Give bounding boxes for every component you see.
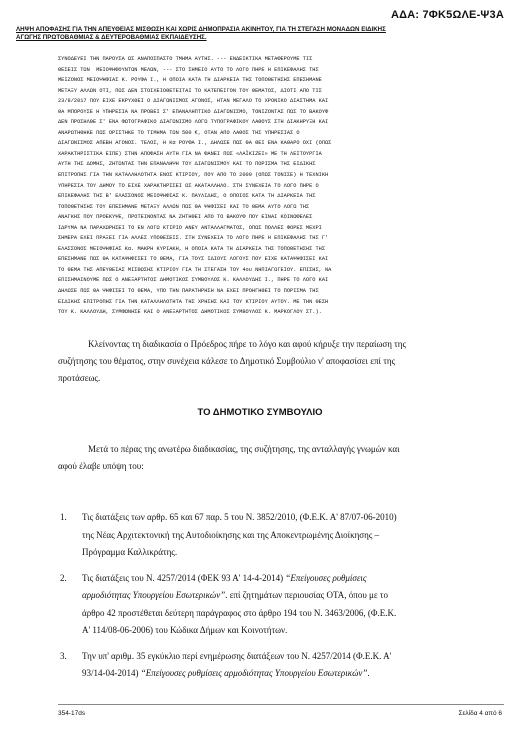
list-item-line [82, 665, 504, 683]
council-heading: ΤΟ ΔΗΜΟΤΙΚΟ ΣΥΜΒΟΥΛΙΟ [197, 407, 323, 418]
list-item-line: Την υπ' αριθμ. 35 εγκύκλιο περί ενημέρωσης διατάξεων του Ν. 4257/2014 (Φ.Ε.Κ. Α' [82, 650, 392, 661]
mono-line: ΕΙΔΙΚΗΣ ΕΠΙΤΡΟΠΗΣ ΓΙΑ ΤΗΝ ΚΑΤΑΛΛΗΛΟΤΗΤΑ ΤΗΣ ΧΡΗΣΗΣ ΚΑΙ ΤΟΥ ΚΤΙΡΙΟΥ ΑΥΤΟΥ. ΜΕ ΤΗΝ ΘΕΣΗ [58, 298, 329, 305]
mono-line: ΣΥΝΟΔΕΥΕΙ ΤΗΝ ΠΑΡΟΥΣΑ ΩΣ ΑΝΑΠΟΣΠΑΣΤΟ ΤΜΗΜΑ ΑΥΤΗΣ. --- ΕΝΔΕΙΚΤΙΚΑ ΜΕΤΑΦΕΡΟΥΜΕ ΤΙΣ [58, 56, 313, 62]
intro-line-2: αφού έλαβε υπόψη του: [58, 461, 144, 471]
law-title-italic: αρμοδιότητας Υπουργείου Εσωτερικών” [82, 590, 226, 600]
list-item-line [82, 570, 504, 588]
mono-line: ΑΝΑΡΩΤΗΘΗΚΕ ΠΩΣ ΟΡΙΣΤΗΚΕ ΤΟ ΤΙΜΗΜΑ ΤΩΝ 500 €, ΟΤΑΝ ΑΠΟ ΛΑΘΟΣ ΤΗΣ ΥΠΗΡΕΣΙΑΣ Ο [58, 129, 300, 136]
list-item [60, 570, 504, 640]
intro-line-1: Μετά το πέρας της ανωτέρω διαδικασίας, της συζήτησης, της ανταλλαγής γνωμών και [88, 444, 400, 454]
footer-divider [58, 704, 504, 705]
mono-line: 23/8/2017 ΠΟΥ ΕΙΧΕ ΕΚΡΥΧΘΕΙ Ο ΔΙΑΓΩΝΙΣΜΟΣ ΑΓΟΝΟΣ, ΗΤΑΝ ΜΕΓΑΛΟ ΤΟ ΧΡΟΝΙΚΟ ΔΙΑΣΤΗΜΑ ΚΑΙ [58, 98, 329, 105]
mono-line: ΕΠΙΤΡΟΠΗΣ ΓΙΑ ΤΗΝ ΚΑΤΑΛΛΗΛΟΤΗΤΑ ΕΝΟΣ ΚΤΙΡΙΟΥ, ΠΟΥ ΑΠΟ ΤΟ 2009 (ΟΠΩΣ ΤΟΝΙΣΕ) Η ΤΕΧΝΙΚΗ [58, 172, 329, 179]
footer-document-code: 354-17ds [58, 710, 86, 717]
list-item-line: άρθρο 42 προστέθεται δεύτερη παράγραφος στο άρθρο 194 του Ν. 3463/2006, (Φ.Ε.Κ. [82, 607, 397, 618]
header-line-2: ΑΓΩΓΗΣ ΠΡΩΤΟΒΑΘΜΙΑΣ & ΔΕΥΤΕΡΟΒΑΘΜΙΑΣ ΕΚΠΑΙΔΕΥΣΗΣ. [16, 34, 207, 41]
footer-page-number: Σελίδα 4 από 6 [458, 710, 502, 717]
list-item [60, 648, 504, 683]
mono-line: ΤΟΥ Κ. ΚΑΛΛΟΥΔΗ, ΣΥΜΦΩΝΗΣΕ ΚΑΙ Ο ΑΝΕΞΑΡΤΗΤΟΣ ΔΗΜΟΤΙΚΟΣ ΣΥΜΒΟΥΛΟΣ Κ. ΜΑΡΚΟΓΛΟΥ ΣΤ.). [58, 309, 322, 316]
minority-positions-block [58, 54, 502, 318]
intro-paragraph [58, 441, 504, 475]
mono-line: ΤΟΠΟΘΕΤΗΣΗΣ ΤΟΥ ΕΠΕΣΗΜΑΝΕ ΜΕΤΑΞΥ ΑΛΛΩΝ ΠΩΣ ΘΑ ΨΗΦΙΣΕΙ ΚΑΙ ΤΟ ΘΕΜΑ ΑΥΤΟ ΛΟΓΩ ΤΗΣ [58, 203, 310, 210]
law-title-italic: “Επείγουσες ρυθμίσεις [285, 572, 367, 583]
mono-line: ΑΥΤΗ ΤΗΣ ΔΟΜΗΣ, ΖΗΤΩΝΤΑΣ ΤΗΝ ΕΠΑΝΑΛΗΨΗ ΤΟΥ ΔΙΑΓΩΝΙΣΜΟΥ ΚΑΙ ΤΟ ΠΟΡΙΣΜΑ ΤΗΣ ΕΙΔΙΚΗΣ [58, 161, 316, 168]
list-item [60, 509, 504, 562]
mono-line: ΤΟ ΘΕΜΑ ΤΗΣ ΑΠΕΥΘΕΙΑΣ ΜΙΣΘΩΣΗΣ ΚΤΙΡΙΟΥ ΓΙΑ ΤΗ ΣΤΕΓΑΣΗ ΤΟΥ 4ου ΝΗΠΙΑΓΩΓΕΙΟΥ. ΕΠΙΣΗΣ, ΝΑ [58, 266, 332, 273]
list-item-number: 1. [60, 512, 67, 522]
law-title-italic: “Επείγουσες ρυθμίσεις αρμοδιότητας Υπουργείου Εσωτερικών” [140, 668, 368, 678]
mono-line: ΑΝΑΓΚΗΣ ΠΟΥ ΠΡΟΕΚΥΨΕ, ΠΡΟΤΕΙΝΟΝΤΑΣ ΝΑ ΖΗΤΗΘΕΙ ΑΠΟ ΤΟ ΒΑΚΟΥΦ ΠΟΥ ΕΙΝΑΙ ΚΟΙΝΩΦΕΛΕΣ [58, 214, 313, 221]
mono-line: ΕΠΙΚΕΦΑΛΗΣ ΤΗΣ Β' ΕΛΑΣΣΟΝΟΣ ΜΕΙΟΨΗΦΙΑΣ Κ. ΠΑΥΛΙΔΗΣ, Ο ΟΠΟΙΟΣ ΚΑΤΑ ΤΗ ΔΙΑΡΚΕΙΑ ΤΗΣ [58, 193, 316, 200]
considerations-list [60, 509, 504, 691]
header-line-1: ΛΗΨΗ ΑΠΟΦΑΣΗΣ ΓΙΑ ΤΗΝ ΑΠΕΥΘΕΙΑΣ ΜΙΣΘΩΣΗ ΚΑΙ ΧΩΡΙΣ ΔΗΜΟΠΡΑΣΙΑ ΑΚΙΝΗΤΟΥ, ΓΙΑ ΤΗ ΣΤΕΓΑΣΗ ΜΟΝΑΔΩΝ ΕΙΔΙΚΗΣ [16, 26, 386, 33]
mono-line: ΕΠΕΣΗΜΑΝΕ ΠΩΣ ΘΑ ΚΑΤΑΨΗΦΙΣΕΙ ΤΟ ΘΕΜΑ, ΓΙΑ ΤΟΥΣ ΙΔΙΟΥΣ ΛΟΓΟΥΣ ΠΟΥ ΕΙΧΕ ΚΑΤΑΨΗΦΙΣΕΙ ΚΑΙ [58, 256, 329, 263]
mono-line: ΧΑΡΑΚΤΗΡΙΣΤΙΚΑ ΕΙΠΕ) ΣΤΗΝ ΑΠΟΦΑΣΗ ΑΥΤΗ ΓΙΑ ΝΑ ΦΑΝΕΙ ΠΩΣ «ΛΑΪΚΙΖΕΙ» ΜΕ ΤΗ ΛΕΙΤΟΥΡΓΙΑ [58, 150, 322, 157]
list-item-line [82, 587, 504, 605]
document-header [16, 26, 504, 42]
closing-line-3: προτάσεως. [58, 373, 101, 383]
mono-line: ΕΛΑΣΣΟΝΟΣ ΜΕΙΟΨΗΦΙΑΣ Κα. ΜΑΚΡΗ ΚΥΡΙΑΚΗ, Η ΟΠΟΙΑ ΚΑΤΑ ΤΗ ΔΙΑΡΚΕΙΑ ΤΗΣ ΤΟΠΟΘΕΤΗΣΗΣ ΤΗΣ [58, 245, 326, 252]
list-item-text: . επί ζητημάτων περιουσίας ΟΤΑ, όπου με το [225, 590, 388, 600]
mono-line: ΕΠΙΣΗΜΑΙΝΟΥΜΕ ΠΩΣ Ο ΑΝΕΞΑΡΤΗΤΟΣ ΔΗΜΟΤΙΚΟΣ ΣΥΜΒΟΥΛΟΣ Κ. ΚΑΛΛΟΥΔΗΣ Ι., ΠΗΡΕ ΤΟ ΛΟΓΟ ΚΑΙ [58, 277, 329, 284]
closing-line-2: συζήτησης του θέματος, στην συνέχεια κάλεσε το Δημοτικό Συμβούλιο ν' αποφασίσει επί της [58, 356, 396, 366]
mono-line: ΘΑ ΜΠΟΡΟΥΣΕ Η ΥΠΗΡΕΣΙΑ ΝΑ ΠΡΟΒΕΙ Σ' ΕΠΑΝΑΛΗΠΤΙΚΟ ΔΙΑΓΩΝΙΣΜΟ, ΤΟΝΙΖΟΝΤΑΣ ΠΩΣ ΤΟ ΒΑΚΟΥΦ [58, 108, 329, 115]
mono-line: ΥΠΗΡΕΣΙΑ ΤΟΥ ΔΗΜΟΥ ΤΟ ΕΙΧΕ ΧΑΡΑΚΤΗΡΙΣΕΙ ΩΣ ΑΚΑΤΑΛΛΗΛΟ. ΣΤΗ ΣΥΝΕΧΕΙΑ ΤΟ ΛΟΓΟ ΠΗΡΕ Ο [58, 182, 319, 189]
mono-line: ΔΕΝ ΠΡΟΣΗΛΘΕ Σ' ΕΝΑ ΦΩΤΟΓΡΑΦΙΚΟ ΔΙΑΓΩΝΙΣΜΟ ΛΟΓΩ ΤΥΠΟΓΡΑΦΙΚΟΥ ΛΑΘΟΥΣ ΣΤΗ ΔΙΑΚΗΡΥΞΗ ΚΑΙ [58, 119, 329, 126]
mono-line: ΙΔΡΥΜΑ ΝΑ ΠΑΡΑΧΩΡΗΣΕΙ ΤΟ ΕΝ ΛΟΓΩ ΚΤΙΡΙΟ ΑΝΕΥ ΑΝΤΑΛΛΑΓΜΑΤΟΣ, ΟΠΩΣ ΠΟΛΛΕΣ ΦΟΡΕΣ ΜΕΧΡΙ [58, 224, 322, 231]
list-item-number: 3. [60, 650, 67, 661]
mono-line: ΜΕΤΑΞΥ ΑΛΛΩΝ ΟΤΙ, ΠΩΣ ΔΕΝ ΣΤΟΙΧΕΙΟΘΕΤΕΙΤΑΙ ΤΟ ΚΑΤΕΠΕΙΓΟΝ ΤΟΥ ΘΕΜΑΤΟΣ, ΔΙΟΤΙ ΑΠΟ ΤΙΣ [58, 87, 322, 94]
mono-line: ΔΗΛΩΣΕ ΠΩΣ ΘΑ ΨΗΦΙΣΕΙ ΤΟ ΘΕΜΑ, ΥΠΟ ΤΗΝ ΠΑΡΑΤΗΡΗΣΗ ΝΑ ΕΧΕΙ ΠΡΟΗΓΗΘΕΙ ΤΟ ΠΟΡΙΣΜΑ ΤΗΣ [58, 288, 319, 295]
list-item-text: 93/14-04-2014) [82, 668, 141, 678]
mono-line: ΣΗΜΕΡΑ ΕΧΕΙ ΠΡΑΞΕΙ ΓΙΑ ΑΛΛΕΣ ΥΠΟΘΕΣΕΙΣ. ΣΤΗ ΣΥΝΕΧΕΙΑ ΤΟ ΛΟΓΟ ΠΗΡΕ Η ΕΠΙΚΕΦΑΛΗΣ ΤΗΣ Γ' [58, 235, 329, 242]
list-item-line: Τις διατάξεις των αρθρ. 65 και 67 παρ. 5 του Ν. 3852/2010, (Φ.Ε.Κ. Α' 87/07-06-2010) [82, 512, 397, 522]
list-item-number: 2. [60, 572, 67, 583]
mono-line: ΘΕΣΕΙΣ ΤΩΝ ΜΕΙΟΨΗΦΟΥΝΤΩΝ ΜΕΛΩΝ, --- ΣΤΟ ΣΗΜΕΙΟ ΑΥΤΟ ΤΟ ΛΟΓΟ ΠΗΡΕ Η ΕΠΙΚΕΦΑΛΗΣ ΤΗΣ [58, 66, 319, 73]
list-item-line: Πρόγραμμα Καλλικράτης. [82, 547, 178, 557]
closing-line-1: Κλείνοντας τη διαδικασία ο Πρόεδρος πήρε το λόγο και αφού κήρυξε την περαίωση της [88, 339, 407, 349]
mono-line: ΔΙΑΓΩΝΙΣΜΟΣ ΑΠΕΒΗ ΑΓΟΝΟΣ. ΤΕΛΟΣ, Η Κα ΡΟΥΦΑ Ι., ΔΗΛΩΣΕ ΠΩΣ ΘΑ ΘΕΙ ΕΝΑ ΚΑΘΑΡΟ ΟΧΙ (ΟΠΩΣ [58, 140, 332, 147]
list-item-text: Τις διατάξεις του Ν. 4257/2014 (ΦΕΚ 93 Α' 14-4-2014) [82, 572, 286, 583]
list-item-text: . [367, 668, 370, 678]
list-item-line: της Νέας Αρχιτεκτονική της Αυτοδιοίκησης και της Αποκεντρωμένης Διοίκησης – [82, 529, 380, 540]
closing-paragraph [58, 336, 504, 387]
mono-line: ΜΕΙΖΟΝΟΣ ΜΕΙΟΨΗΦΙΑΣ Κ. ΡΟΥΦΑ Ι., Η ΟΠΟΙΑ ΚΑΤΑ ΤΗ ΔΙΑΡΚΕΙΑ ΤΗΣ ΤΟΠΟΘΕΤΗΣΗΣ ΕΠΕΣΗΜΑΝΕ [58, 77, 322, 84]
ada-code: ΑΔΑ: 7ΦΚ5ΩΛΕ-Ψ3Α [390, 9, 504, 21]
list-item-line: Α' 114/08-06-2006) του Κώδικα Δήμων και Κοινοτήτων. [82, 625, 288, 635]
